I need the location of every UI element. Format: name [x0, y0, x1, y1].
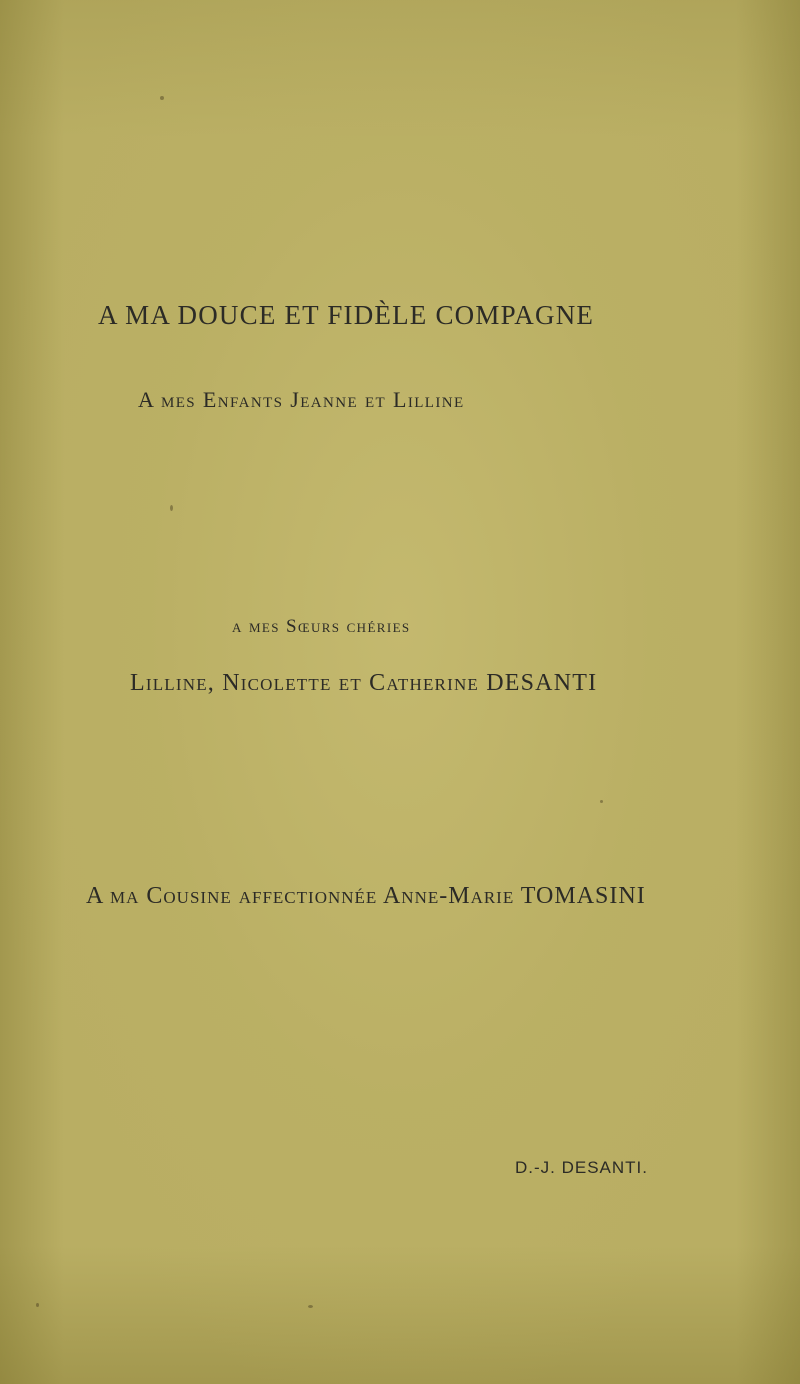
- dedication-line-sisters-names: Lilline, Nicolette et Catherine DESANTI: [130, 670, 598, 696]
- author-signature: D.-J. DESANTI.: [515, 1158, 649, 1177]
- paper-speck: [308, 1305, 313, 1308]
- dedication-line-sisters-heading: a mes Sœurs chéries: [232, 616, 411, 637]
- paper-speck: [170, 505, 173, 511]
- paper-speck: [600, 800, 603, 803]
- dedication-line-cousin: A ma Cousine affectionnée Anne-Marie TOMASINI: [86, 883, 646, 909]
- paper-speck: [36, 1303, 39, 1307]
- dedication-line-children: A mes Enfants Jeanne et Lilline: [138, 387, 465, 412]
- dedication-line-companion: A MA DOUCE ET FIDÈLE COMPAGNE: [98, 300, 595, 330]
- paper-speck: [160, 96, 164, 100]
